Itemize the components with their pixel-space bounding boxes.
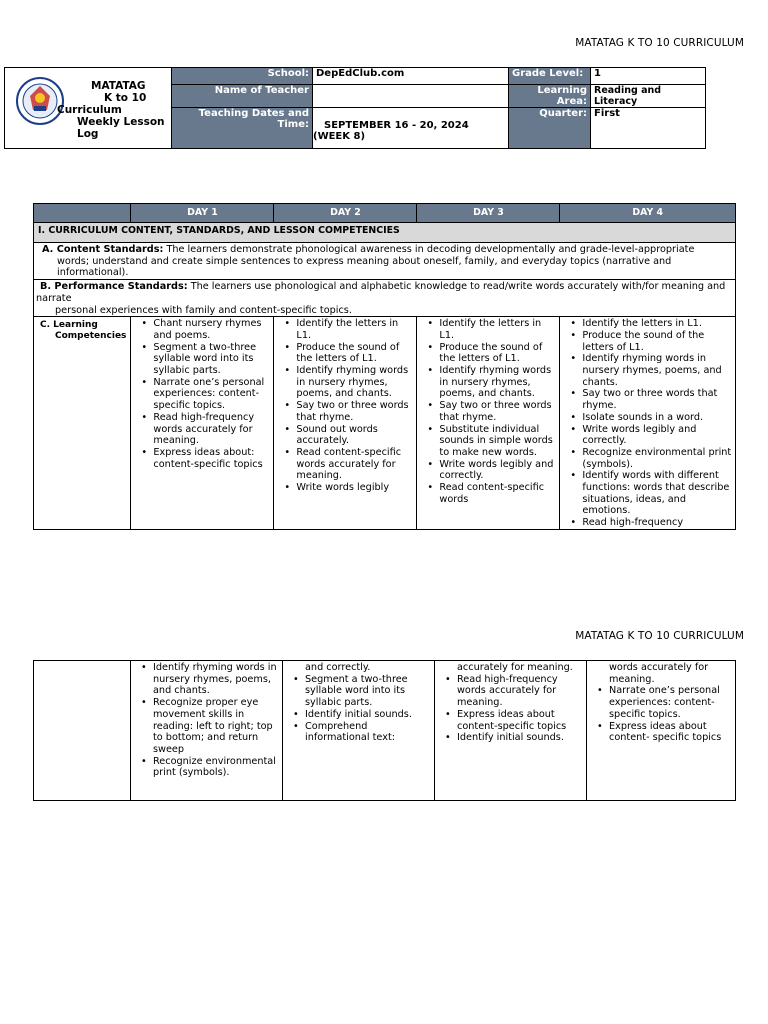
day1-competencies xyxy=(131,317,274,530)
page-label: MATATAG K TO 10 CURRICULUM xyxy=(575,37,744,49)
grade-level-value: 1 xyxy=(591,68,706,85)
continued-text: words accurately for meaning. xyxy=(609,662,709,685)
competency-item: • Express ideas about: content-specific topics xyxy=(153,447,270,470)
competency-item: • Identify rhyming words in nursery rhymes, poems, and chants. xyxy=(439,365,556,400)
competency-item: • Recognize environmental print (symbols). xyxy=(153,756,279,779)
corner-header-cell xyxy=(34,204,131,223)
section-title: I. CURRICULUM CONTENT, STANDARDS, AND LESSON COMPETENCIES xyxy=(34,223,736,243)
competency-item: • Identify words with different functions: words that describe situations, ideas, and emotions. xyxy=(582,470,732,517)
competency-item: • Express ideas about content- specific topics xyxy=(609,721,732,744)
competency-item: • Write words legibly and correctly. xyxy=(582,424,732,447)
competency-item: • Identify initial sounds. xyxy=(457,732,583,744)
day4-competencies xyxy=(560,317,736,530)
page-label: MATATAG K TO 10 CURRICULUM xyxy=(575,630,744,642)
day3-competencies xyxy=(435,661,587,801)
day-header: DAY 4 xyxy=(560,204,736,223)
competency-item: • Read high-frequency words accurately for meaning. xyxy=(153,412,270,447)
competency-item: • Comprehend informational text: xyxy=(305,721,431,744)
quarter-label: Quarter: xyxy=(509,108,591,149)
teacher-value xyxy=(313,85,509,108)
competency-item: • Read content-specific words xyxy=(439,482,556,505)
competency-item: • Read high-frequency words accurately for meaning. xyxy=(457,674,583,709)
competency-item: • Identify rhyming words in nursery rhymes, poems, and chants. xyxy=(296,365,413,400)
teaching-dates-label: Teaching Dates and Time: xyxy=(172,108,313,149)
competency-item: • Identify rhyming words in nursery rhymes, poems, and chants. xyxy=(582,353,732,388)
content-standards: A. Content Standards: The learners demonstrate phonological awareness in decoding developmentally and grade-level-appropriate words; understand and create simple sentences to express meaning about oneself, family, and everyday topics (narrative and informational). xyxy=(34,243,736,280)
content-standards-label: A. Content Standards: xyxy=(42,244,164,255)
competency-item: • Identify initial sounds. xyxy=(305,709,431,721)
competency-item: • Narrate one’s personal experiences: content-specific topics. xyxy=(609,685,732,720)
competency-item: • Write words legibly and correctly. xyxy=(439,459,556,482)
day4-competencies xyxy=(587,661,736,801)
competencies-label-empty xyxy=(34,661,131,801)
day3-competencies xyxy=(417,317,560,530)
competency-item: • Say two or three words that rhyme. xyxy=(439,400,556,423)
continued-text: and correctly. xyxy=(305,662,371,673)
competency-item: • Say two or three words that rhyme. xyxy=(582,388,732,411)
competency-item: • Recognize proper eye movement skills in reading: left to right; top to bottom; and return sweep xyxy=(153,697,279,756)
teaching-dates-value: SEPTEMBER 16 - 20, 2024 (WEEK 8) xyxy=(313,108,509,149)
day-header: DAY 2 xyxy=(274,204,417,223)
performance-standards: B. Performance Standards: The learners use phonological and alphabetic knowledge to read/write words accurately with/for meaning and narrate personal experiences with family and content-specific topics. xyxy=(34,280,736,317)
lesson-log-table xyxy=(33,203,736,530)
school-label: School: xyxy=(172,68,313,85)
header-title: MATATAG K to 10 Curriculum Weekly Lesson Log xyxy=(57,80,165,140)
competency-item: • Produce the sound of the letters of L1. xyxy=(439,342,556,365)
competency-item: • Recognize environmental print (symbols). xyxy=(582,447,732,470)
lesson-log-table-continued xyxy=(33,660,736,801)
competency-item: • Segment a two-three syllable word into its syllabic parts. xyxy=(153,342,270,377)
competency-item: • Read high-frequency xyxy=(582,517,732,529)
day1-competencies xyxy=(131,661,283,801)
logo-title-cell xyxy=(5,68,172,149)
learning-area-value: Reading and Literacy xyxy=(591,85,706,108)
competency-item: • Produce the sound of the letters of L1. xyxy=(582,330,732,353)
competency-item: • Narrate one’s personal experiences: content- specific topics. xyxy=(153,377,270,412)
competency-item: • Express ideas about content-specific topics xyxy=(457,709,583,732)
grade-level-label: Grade Level: xyxy=(509,68,591,85)
competency-item: • Sound out words accurately. xyxy=(296,424,413,447)
day-header: DAY 3 xyxy=(417,204,560,223)
competency-item: • Produce the sound of the letters of L1. xyxy=(296,342,413,365)
school-value: DepEdClub.com xyxy=(313,68,509,85)
competency-item: • Identify rhyming words in nursery rhymes, poems, and chants. xyxy=(153,662,279,697)
competencies-label: C. Learning Competencies xyxy=(34,317,131,530)
day2-competencies xyxy=(283,661,435,801)
competency-item: • Say two or three words that rhyme. xyxy=(296,400,413,423)
quarter-value: First xyxy=(591,108,706,149)
day-header: DAY 1 xyxy=(131,204,274,223)
teacher-label: Name of Teacher xyxy=(172,85,313,108)
header-table xyxy=(4,67,706,149)
competency-item: • Read content-specific words accurately for meaning. xyxy=(296,447,413,482)
continued-text: accurately for meaning. xyxy=(457,662,573,673)
performance-standards-label: B. Performance Standards: xyxy=(40,281,188,293)
learning-area-label: Learning Area: xyxy=(509,85,591,108)
competency-item: • Write words legibly xyxy=(296,482,413,494)
competency-item: • Substitute individual sounds in simple words to make new words. xyxy=(439,424,556,459)
day2-competencies xyxy=(274,317,417,530)
competency-item: • Identify the letters in L1. xyxy=(439,318,556,341)
competency-item: • Identify the letters in L1. xyxy=(296,318,413,341)
competency-item: • Isolate sounds in a word. xyxy=(582,412,732,424)
competency-item: • Identify the letters in L1. xyxy=(582,318,732,330)
competency-item: • Segment a two-three syllable word into its syllabic parts. xyxy=(305,674,431,709)
competency-item: • Chant nursery rhymes and poems. xyxy=(153,318,270,341)
